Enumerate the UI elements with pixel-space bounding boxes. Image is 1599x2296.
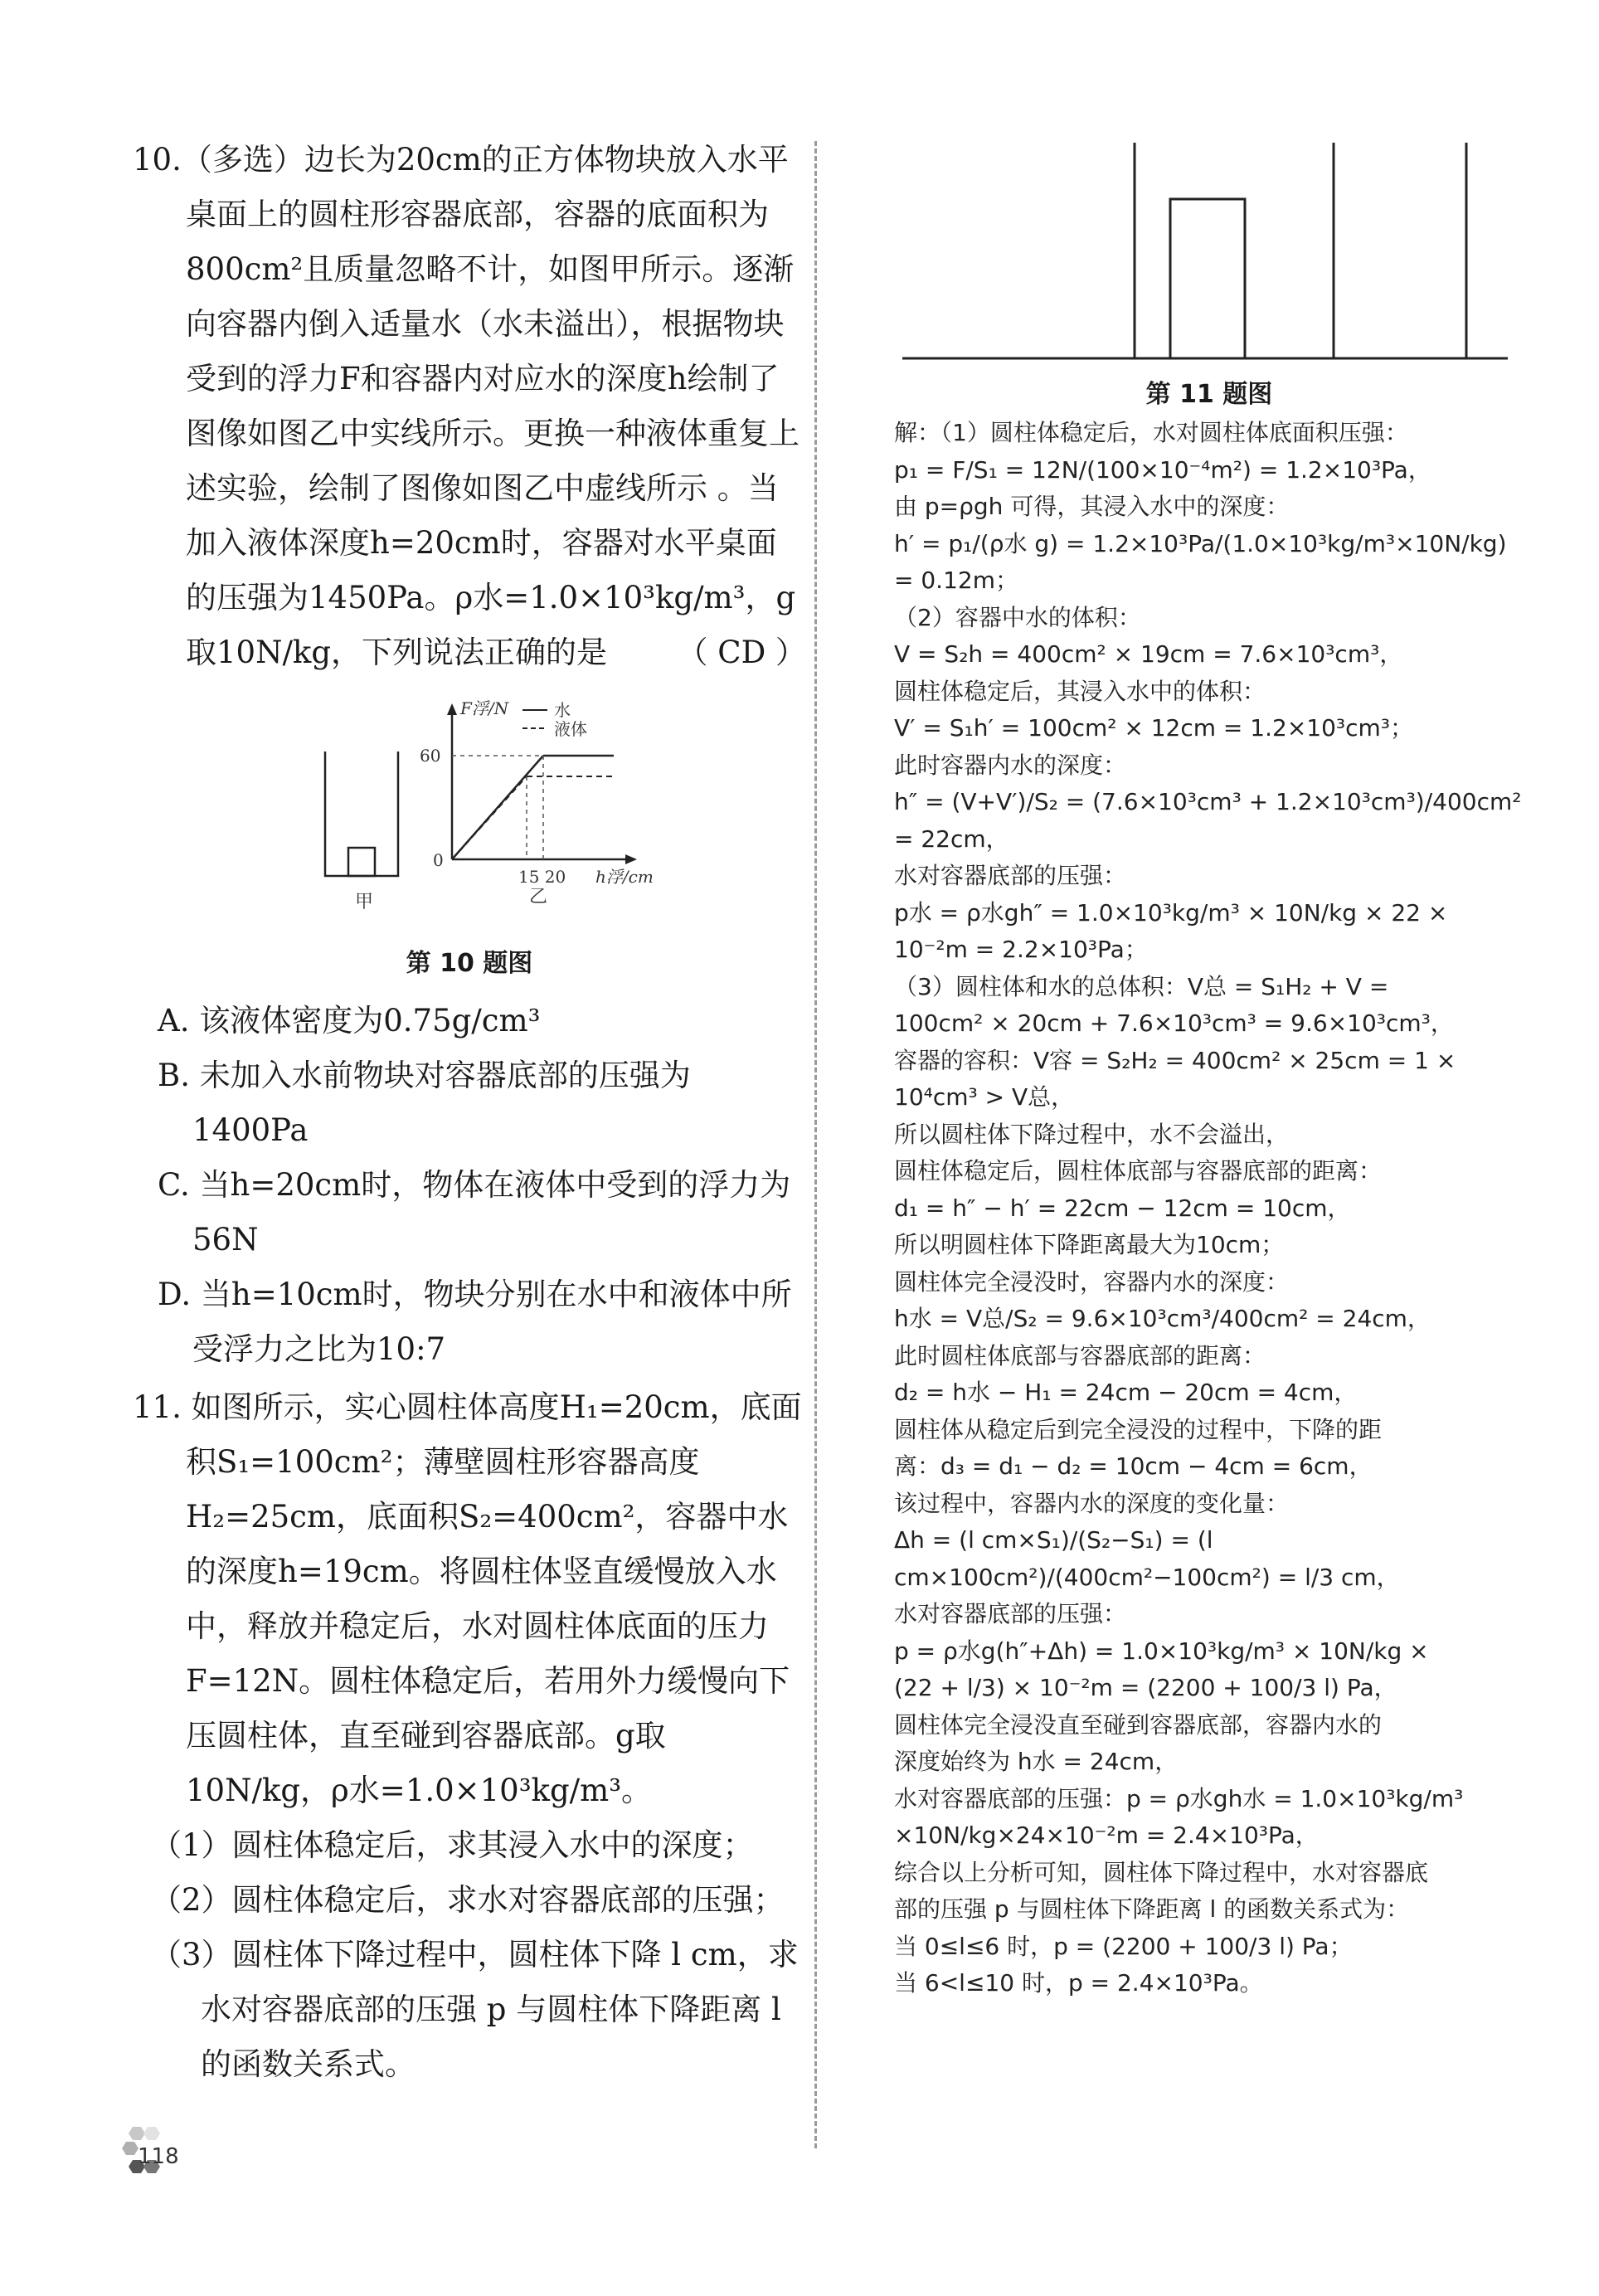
x-axis-arrow <box>625 854 637 864</box>
right-column <box>894 133 1524 2002</box>
solution-line: 该过程中，容器内水的深度的变化量： <box>894 1489 1290 1517</box>
question-10-text <box>133 133 806 680</box>
solution-line: h水 = V总/S₂ = 9.6×10³cm³/400cm² = 24cm， <box>894 1305 1431 1332</box>
solution-line: 水对容器底部的压强： <box>894 862 1127 889</box>
figure-10-graph-yi <box>447 703 637 864</box>
solution-line: 所以明圆柱体下降距离最大为10cm； <box>894 1231 1285 1258</box>
solution-line: 水对容器底部的压强：p = ρ水gh水 = 1.0×10³kg/m³ <box>894 1784 1464 1812</box>
solution-line: V′ = S₁h′ = 100cm² × 12cm = 1.2×10³cm³； <box>894 714 1414 742</box>
legend-water: 水 <box>554 700 571 720</box>
solution-line: p水 = ρ水gh″ = 1.0×10³kg/m³ × 10N/kg × 22 × <box>894 898 1448 927</box>
column-divider <box>814 141 817 2148</box>
figure-10-caption: 第 10 题图 <box>406 949 533 978</box>
solution-line: 由 p=ρgh 可得，其浸入水中的深度： <box>894 493 1290 520</box>
solution-line: p = ρ水g(h″+Δh) = 1.0×10³kg/m³ × 10N/kg × <box>894 1637 1429 1665</box>
left-column <box>133 133 806 2092</box>
solution-line: 所以圆柱体下降过程中，水不会溢出， <box>894 1120 1290 1148</box>
x-axis-label: h浮/cm <box>595 867 654 887</box>
solution-block <box>894 415 1524 2002</box>
option-c: C. 当h=20cm时，物体在液体中受到的浮力为56N <box>158 1167 791 1257</box>
solution-line: (22 + l/3) × 10⁻²m = (2200 + 100/3 l) Pa， <box>894 1674 1397 1701</box>
label-yi: 乙 <box>529 887 548 907</box>
solution-line: 100cm² × 20cm + 7.6×10³cm³ = 9.6×10³cm³， <box>894 1009 1454 1037</box>
solution-line: 此时圆柱体底部与容器底部的距离： <box>894 1341 1266 1369</box>
tick-0: 0 <box>433 850 444 870</box>
question-10-answer: （ CD ） <box>677 635 806 670</box>
solution-line: 圆柱体完全浸没直至碰到容器底部，容器内水的 <box>894 1710 1383 1739</box>
solution-line: 此时容器内水的深度： <box>894 751 1127 779</box>
solution-line: p₁ = F/S₁ = 12N/(100×10⁻⁴m²) = 1.2×10³Pa， <box>894 455 1431 484</box>
solution-line: h″ = (V+V′)/S₂ = (7.6×10³cm³ + 1.2×10³cm³)/400cm² = 22cm， <box>894 788 1522 853</box>
solution-line: h′ = p₁/(ρ水 g) = 1.2×10³Pa/(1.0×10³kg/m³×10N/kg) = 0.12m； <box>894 529 1507 594</box>
solution-line: 圆柱体稳定后，其浸入水中的体积： <box>894 677 1266 705</box>
option-d: D. 当h=10cm时，物块分别在水中和液体中所受浮力之比为10:7 <box>158 1277 792 1367</box>
figure-11-svg <box>894 133 1524 373</box>
solution-line: （2）容器中水的体积： <box>894 603 1141 631</box>
cylinder-shape <box>1170 199 1245 358</box>
q11-sub-3: （3）圆柱体下降过程中，圆柱体下降 l cm，求水对容器底部的压强 p 与圆柱体下降距离 l 的函数关系式。 <box>151 1937 799 2082</box>
option-b: B. 未加入水前物块对容器底部的压强为1400Pa <box>158 1058 691 1148</box>
figure-10 <box>133 685 806 934</box>
question-10-stem: 10.（多选）边长为20cm的正方体物块放入水平桌面上的圆柱形容器底部，容器的底面积为800cm²且质量忽略不计，如图甲所示。逐渐向容器内倒入适量水（水未溢出），根据物块受到的浮力F和容器内对应水的深度h绘制了图像如图乙中实线所示。更换一种液体重复上述实验，绘制了图像如图乙中虚线所示 。当加入液体深度h=20cm时，容器对水平桌面的压强为1450Pa。ρ水=1.0×10³kg/m³，g取10N/kg，下列说法正确的是 <box>133 142 800 670</box>
solution-line: ×10N/kg×24×10⁻²m = 2.4×10³Pa， <box>894 1822 1319 1849</box>
q11-sub-1: （1）圆柱体稳定后，求其浸入水中的深度； <box>151 1827 754 1863</box>
question-11-text: 11. 如图所示，实心圆柱体高度H₁=20cm，底面积S₁=100cm²；薄壁圆柱形容器高度H₂=25cm，底面积S₂=400cm²，容器中水的深度h=19cm。将圆柱体竖直缓慢放入水中，释放并稳定后，水对圆柱体底面的压力F=12N。圆柱体稳定后，若用外力缓慢向下压圆柱体，直至碰到容器底部。g取10N/kg，ρ水=1.0×10³kg/m³。 <box>133 1389 802 1808</box>
tick-15-20: 15 20 <box>518 867 566 887</box>
solution-line: 当 0≤l≤6 时，p = (2200 + 100/3 l) Pa； <box>894 1932 1353 1960</box>
solution-line: 水对容器底部的压强： <box>894 1600 1127 1627</box>
solution-line: d₁ = h″ − h′ = 22cm − 12cm = 10cm， <box>894 1194 1351 1222</box>
solution-line: 当 6<l≤10 时，p = 2.4×10³Pa。 <box>894 1969 1263 1997</box>
block-shape <box>348 848 375 876</box>
solution-line: V = S₂h = 400cm² × 19cm = 7.6×10³cm³， <box>894 640 1403 668</box>
page-number: 118 <box>138 2144 179 2169</box>
figure-10-container-jia <box>325 752 398 876</box>
solution-line: 圆柱体完全浸没时，容器内水的深度： <box>894 1267 1290 1296</box>
solution-line: 离：d₃ = d₁ − d₂ = 10cm − 4cm = 6cm， <box>894 1452 1373 1480</box>
label-jia: 甲 <box>355 892 374 912</box>
solution-line: 10⁻²m = 2.2×10³Pa； <box>894 936 1148 963</box>
figure-10-svg <box>133 685 806 934</box>
solution-line: 圆柱体稳定后，圆柱体底部与容器底部的距离： <box>894 1157 1383 1184</box>
solution-line: 解：（1）圆柱体稳定后，水对圆柱体底面积压强： <box>894 419 1408 446</box>
solution-line: d₂ = h水 − H₁ = 24cm − 20cm = 4cm， <box>894 1379 1358 1406</box>
solution-line: 容器的容积：V容 = S₂H₂ = 400cm² × 25cm = 1 × <box>894 1046 1456 1074</box>
legend-liquid: 液体 <box>554 719 587 739</box>
figure-11-caption: 第 11 题图 <box>1145 380 1273 409</box>
solution-line: （3）圆柱体和水的总体积：V总 = S₁H₂ + V = <box>894 972 1389 1000</box>
solution-line: 综合以上分析可知，圆柱体下降过程中，水对容器底 <box>894 1858 1429 1886</box>
option-a: A. 该液体密度为0.75g/cm³ <box>158 1003 541 1039</box>
solution-line: Δh = (l cm×S₁)/(S₂−S₁) = (l cm×100cm²)/(400cm²−100cm²) = l/3 cm， <box>894 1526 1400 1591</box>
figure-11 <box>894 133 1524 373</box>
q11-sub-2: （2）圆柱体稳定后，求水对容器底部的压强； <box>151 1882 785 1918</box>
tick-60: 60 <box>420 746 441 766</box>
y-axis-label: F浮/N <box>460 698 509 718</box>
question-11-subquestions <box>133 1818 806 2092</box>
y-axis-arrow <box>447 703 457 715</box>
solution-line: 深度始终为 h水 = 24cm， <box>894 1748 1179 1775</box>
solution-line: 圆柱体从稳定后到完全浸没的过程中，下降的距 <box>894 1415 1383 1443</box>
solution-line: 10⁴cm³ > V总， <box>894 1083 1075 1111</box>
solution-line: 部的压强 p 与圆柱体下降距离 l 的函数关系式为： <box>894 1895 1410 1923</box>
